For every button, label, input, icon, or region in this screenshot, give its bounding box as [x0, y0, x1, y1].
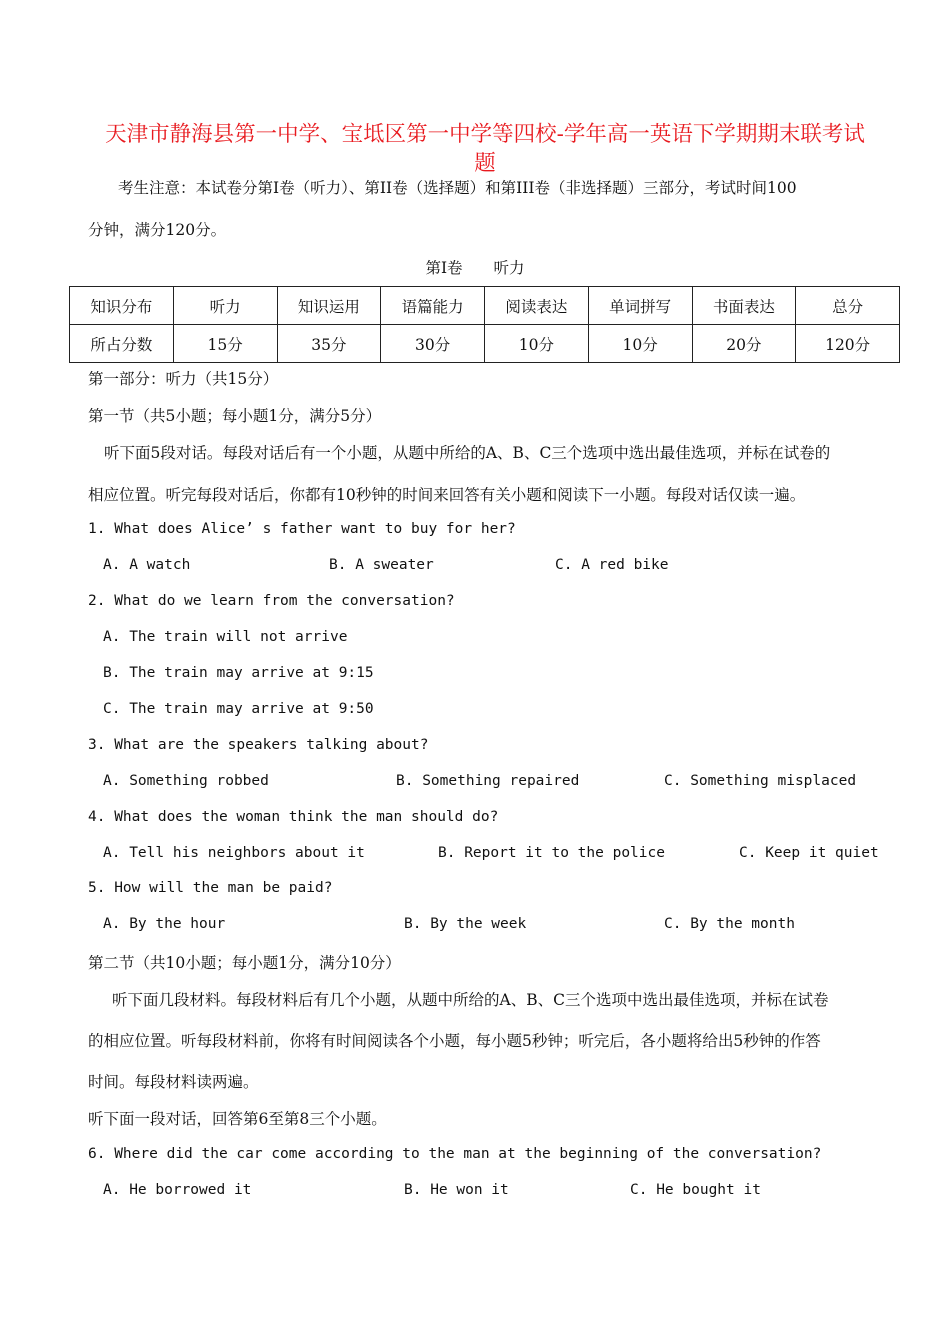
question-5-stem: 5. How will the man be paid? — [88, 880, 333, 896]
table-cell: 10分 — [588, 325, 692, 363]
document-title — [70, 120, 900, 178]
title-line-2: 题 — [474, 151, 496, 176]
question-6-option-c: C. He bought it — [630, 1182, 761, 1198]
table-header-row — [70, 287, 900, 325]
question-4-option-a: A. Tell his neighbors about it — [103, 845, 365, 861]
section1-instruction-line-1: 听下面5段对话。每段对话后有一个小题，从题中所给的A、B、C三个选项中选出最佳选项，并标在试卷的 — [104, 444, 831, 462]
question-3-option-c: C. Something misplaced — [664, 773, 857, 789]
question-2-option-c: C. The train may arrive at 9:50 — [103, 701, 374, 717]
question-1-option-a: A. A watch — [103, 557, 191, 573]
section2-instruction-line-3: 时间。每段材料读两遍。 — [88, 1073, 259, 1091]
section2-instruction-line-1: 听下面几段材料。每段材料后有几个小题，从题中所给的A、B、C三个选项中选出最佳选项，并标在试卷 — [112, 991, 829, 1009]
question-2-option-a: A. The train will not arrive — [103, 629, 348, 645]
table-cell: 听力 — [173, 287, 277, 325]
section2-instruction-line-2: 的相应位置。听每段材料前，你将有时间阅读各个小题，每小题5秒钟；听完后，各小题将给出5秒钟的作答 — [88, 1032, 821, 1050]
title-line-1: 天津市静海县第一中学、宝坻区第一中学等四校-学年高一英语下学期期末联考试 — [105, 122, 865, 147]
table-cell: 阅读表达 — [485, 287, 589, 325]
table-cell: 知识分布 — [70, 287, 174, 325]
question-6-option-b: B. He won it — [404, 1182, 509, 1198]
question-2-stem: 2. What do we learn from the conversation? — [88, 593, 455, 609]
question-4-option-c: C. Keep it quiet — [739, 845, 879, 861]
question-5-option-b: B. By the week — [404, 916, 527, 932]
question-4-option-b: B. Report it to the police — [438, 845, 665, 861]
section-heading: 第I卷 听力 — [425, 259, 525, 277]
question-6-option-a: A. He borrowed it — [103, 1182, 252, 1198]
table-cell: 30分 — [381, 325, 485, 363]
part1-title: 第一部分：听力（共15分） — [88, 370, 279, 388]
question-1-option-b: B. A sweater — [329, 557, 434, 573]
table-cell: 20分 — [692, 325, 796, 363]
question-3-stem: 3. What are the speakers talking about? — [88, 737, 429, 753]
question-5-option-c: C. By the month — [664, 916, 795, 932]
section1-instruction-line-2: 相应位置。听完每段对话后，你都有10秒钟的时间来回答有关小题和阅读下一小题。每段对话仅读一遍。 — [88, 486, 806, 504]
table-cell: 单词拼写 — [588, 287, 692, 325]
table-cell: 总分 — [796, 287, 900, 325]
table-cell: 35分 — [277, 325, 381, 363]
question-5-option-a: A. By the hour — [103, 916, 226, 932]
table-cell: 语篇能力 — [381, 287, 485, 325]
question-4-stem: 4. What does the woman think the man should do? — [88, 809, 499, 825]
table-cell: 书面表达 — [692, 287, 796, 325]
question-6-stem: 6. Where did the car come according to the man at the beginning of the conversation? — [88, 1146, 822, 1162]
question-2-option-b: B. The train may arrive at 9:15 — [103, 665, 374, 681]
table-cell: 120分 — [796, 325, 900, 363]
notice-line-2: 分钟，满分120分。 — [88, 221, 227, 239]
table-row — [70, 325, 900, 363]
section2-title: 第二节（共10小题；每小题1分，满分10分） — [88, 954, 401, 972]
table-cell: 15分 — [173, 325, 277, 363]
question-1-option-c: C. A red bike — [555, 557, 669, 573]
passage-intro: 听下面一段对话，回答第6至第8三个小题。 — [88, 1110, 387, 1128]
question-3-option-a: A. Something robbed — [103, 773, 269, 789]
section1-title: 第一节（共5小题；每小题1分，满分5分） — [88, 407, 382, 425]
table-cell: 知识运用 — [277, 287, 381, 325]
notice-line-1: 考生注意：本试卷分第I卷（听力）、第II卷（选择题）和第III卷（非选择题）三部分，考试时间100 — [118, 179, 797, 197]
table-cell: 所占分数 — [70, 325, 174, 363]
table-cell: 10分 — [485, 325, 589, 363]
score-distribution-table — [69, 286, 900, 363]
question-3-option-b: B. Something repaired — [396, 773, 580, 789]
question-1-stem: 1. What does Alice’ s father want to buy for her? — [88, 521, 516, 537]
